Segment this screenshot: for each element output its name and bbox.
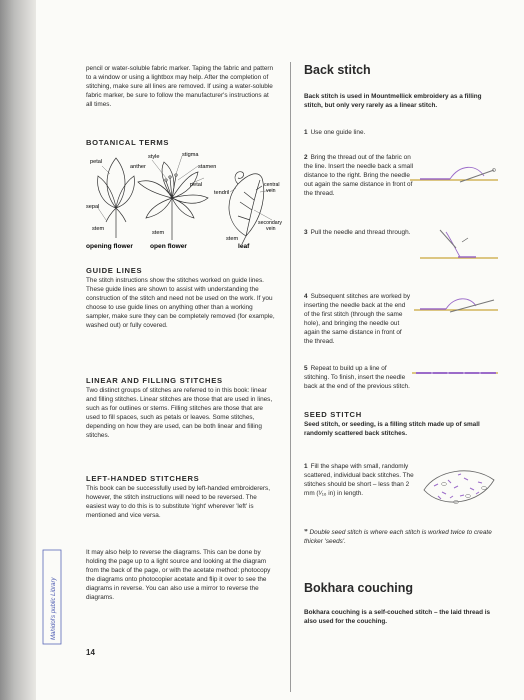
back-stitch-intro: Back stitch is used in Mountmellick embroidery as a filling stitch, but only very rarely as a linear stitch.	[304, 93, 482, 109]
linear-filling-section	[86, 376, 276, 440]
step-2-number: 2	[304, 154, 308, 161]
step-4-number: 4	[304, 293, 308, 300]
label-stem-3: stem	[226, 236, 239, 242]
note-icon: ❞	[304, 529, 310, 536]
label-petal-open: petal	[190, 182, 203, 188]
step-5-text: Repeat to build up a line of stitching. To finish, insert the needle back at the end of the previous stitch.	[304, 365, 410, 390]
column-divider	[290, 62, 291, 692]
label-sepal: sepal	[86, 204, 100, 210]
seed-stitch-section	[304, 410, 499, 438]
step-3-text: Pull the needle and thread through.	[310, 229, 411, 236]
step-2-text: Bring the thread out of the fabric on the line. Insert the needle back a small distance to the right. Bring the needle out again the same distance in front of the thread.	[304, 154, 414, 197]
back-stitch-intro-block	[304, 92, 499, 110]
guide-lines-section	[86, 266, 276, 330]
step-4-diagram	[414, 292, 498, 322]
step-2-diagram	[410, 160, 498, 194]
back-stitch-step-1	[304, 128, 499, 137]
back-stitch-title: Back stitch	[304, 63, 371, 77]
step-1-number: 1	[304, 129, 308, 136]
seed-step-1-number: 1	[304, 463, 308, 470]
caption-opening-flower: opening flower	[86, 243, 133, 250]
seed-step-1-text: Fill the shape with small, randomly scattered, individual back stitches. The stitches should be short – less than 2 mm (¹⁄₁₆ in) in length.	[304, 463, 414, 497]
guide-lines-text: The stitch instructions show the stitches worked on guide lines. These guide lines are shown to assist with understanding the construction of the stitch and need not be used on the work. If you choose to use guide lines on anything other than a working sampler, make sure they can be completely removed (for example, washed out) or fully covered.	[86, 277, 275, 329]
botanical-terms-section	[86, 138, 276, 148]
label-stem-1: stem	[92, 226, 105, 232]
page-number: 14	[86, 648, 95, 657]
guide-lines-heading: GUIDE LINES	[86, 266, 143, 275]
label-central-vein-2: vein	[266, 188, 276, 194]
left-handed-text-1: This book can be successfully used by left-handed embroiderers, however, the stitch instructions will need to be reversed. The easiest way to do this is to substitute 'right' wherever 'left' is mentioned and vice versa.	[86, 485, 271, 519]
step-3-number: 3	[304, 229, 308, 236]
seed-stitch-diagram	[420, 466, 498, 510]
library-stamp	[40, 548, 64, 646]
back-stitch-step-2	[304, 153, 414, 198]
label-stem-2: stem	[152, 230, 165, 236]
step-5-diagram	[412, 366, 498, 380]
left-handed-text-2: It may also help to reverse the diagrams. This can be done by holding the page up to a light source and looking at the diagram from the back of the page, or with the acetate method: photocopy the diagrams onto photocopier acetate and flip it over to see the diagrams in reverse. You can also use a mirror to reverse the diagrams.	[86, 549, 271, 601]
left-handed-heading: LEFT-HANDED STITCHERS	[86, 474, 200, 483]
botanical-terms-heading: BOTANICAL TERMS	[86, 138, 170, 147]
linear-filling-text: Two distinct groups of stitches are referred to in this book: linear and filling stitches. Linear stitches are those that are used in lines, such as for outlines or stems. Filling stitches are those that are used to fill spaces, such as petals or leaves. Some stitches, depending on how they are used, can be both linear and filling stitches.	[86, 387, 273, 439]
page-gutter-shadow	[0, 0, 36, 700]
label-stamen: stamen	[198, 164, 217, 170]
label-style: style	[148, 154, 160, 160]
label-secondary-vein-1: secondary	[258, 220, 282, 226]
step-3-diagram	[420, 228, 498, 268]
seed-stitch-heading: SEED STITCH	[304, 410, 362, 419]
label-tendril: tendril	[214, 190, 230, 196]
bokhara-title: Bokhara couching	[304, 581, 414, 595]
label-petal: petal	[90, 159, 103, 165]
step-4-text: Subsequent stitches are worked by inserting the needle back at the end of the first stitch (through the same hole), and bringing the needle out again the same distance in front of the thread.	[304, 293, 411, 345]
left-handed-section	[86, 474, 276, 520]
bokhara-section	[304, 580, 499, 596]
step-1-text: Use one guide line.	[310, 129, 366, 136]
leaf-drawing	[229, 172, 264, 244]
back-stitch-step-3	[304, 228, 414, 237]
step-5-number: 5	[304, 365, 308, 372]
label-anther: anther	[130, 164, 146, 170]
seed-stitch-note-text: Double seed stitch is where each stitch is worked twice to create thicker 'seeds'.	[304, 529, 492, 545]
label-central-vein-1: central	[264, 182, 280, 188]
caption-open-flower: open flower	[150, 243, 187, 250]
seed-stitch-step-1	[304, 462, 414, 498]
seed-stitch-intro: Seed stitch, or seeding, is a filling stitch made up of small randomly scattered back stitches.	[304, 421, 480, 437]
seed-stitch-note	[304, 528, 499, 546]
linear-filling-heading: LINEAR AND FILLING STITCHES	[86, 376, 223, 385]
botanical-diagram	[86, 148, 286, 252]
stamp-text: Mahidol's public Library	[51, 577, 57, 640]
intro-paragraph: pencil or water-soluble fabric marker. Taping the fabric and pattern to a window or using a lightbox may help. After the completion of stitching, make sure all lines are removed. If using a water-soluble fabric marker, be sure to follow the manufacturer's instructions at all times.	[86, 65, 274, 108]
intro-paragraph-block	[86, 64, 276, 109]
open-flower-drawing	[138, 162, 208, 240]
label-secondary-vein-2: vein	[266, 226, 276, 232]
label-stigma: stigma	[182, 152, 199, 158]
bokhara-intro-block	[304, 608, 499, 626]
caption-leaf: leaf	[238, 243, 250, 250]
left-handed-continued	[86, 548, 276, 602]
bokhara-intro: Bokhara couching is a self-couched stitch – the laid thread is also used for the couching.	[304, 609, 491, 625]
back-stitch-section	[304, 62, 499, 78]
